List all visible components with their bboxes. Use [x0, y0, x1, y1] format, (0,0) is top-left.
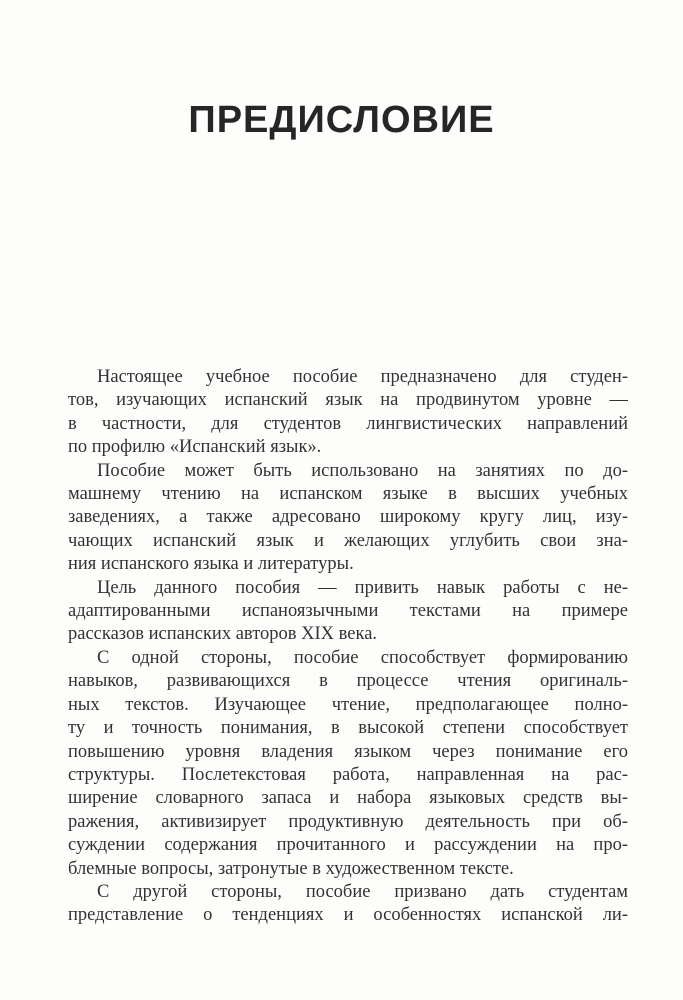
text-line: структуры. Послетекстовая работа, направленная на рас- [68, 764, 628, 785]
text-line: заведениях, а также адресовано широкому кругу лиц, изу- [68, 507, 628, 528]
text-line: машнему чтению на испанском языке в высших учебных [68, 484, 628, 505]
text-line: ширение словарного запаса и набора языковых средств вы- [68, 788, 628, 809]
text-line: Настоящее учебное пособие предназначено для студен- [97, 367, 628, 387]
text-line: навыков, развивающихся в процессе чтения оригиналь- [68, 671, 628, 692]
text-line: в частности, для студентов лингвистических направлений [68, 413, 628, 434]
text-line: повышению уровня владения языком через понимание его [68, 741, 628, 762]
text-line: ных текстов. Изучающее чтение, предполагающее полно- [68, 694, 628, 715]
paragraph [68, 366, 628, 460]
text-line: представление о тенденциях и особенностях испанской ли- [68, 905, 628, 926]
text-line: чающих испанский язык и желающих углубить свои зна- [68, 530, 628, 551]
text-line: ту и точность понимания, в высокой степени способствует [68, 718, 628, 739]
text-line: С другой стороны, пособие призвано дать студентам [97, 881, 628, 902]
paragraph [68, 577, 628, 647]
text-line: ражения, активизирует продуктивную деятельность при об- [68, 811, 628, 832]
text-line: С одной стороны, пособие способствует формированию [97, 647, 628, 668]
page-title: ПРЕДИСЛОВИЕ [188, 99, 495, 141]
text-line: Пособие может быть использовано на занятиях по до- [97, 460, 628, 481]
paragraph [68, 460, 628, 577]
preface-text [68, 366, 628, 928]
text-line: Цель данного пособия — привить навык работы с не- [97, 577, 628, 598]
text-line: адаптированными испаноязычными текстами на примере [68, 601, 628, 622]
text-line: по профилю «Испанский язык». [68, 437, 322, 458]
text-line: рассказов испанских авторов XIX века. [68, 624, 378, 645]
text-line: суждении содержания прочитанного и рассуждении на про- [68, 835, 628, 856]
paragraph [68, 881, 628, 928]
text-line: тов, изучающих испанский язык на продвинутом уровне — [68, 390, 628, 411]
text-line: ния испанского языка и литературы. [68, 554, 354, 575]
text-line: блемные вопросы, затронутые в художественном тексте. [68, 858, 514, 879]
paragraph [68, 647, 628, 881]
